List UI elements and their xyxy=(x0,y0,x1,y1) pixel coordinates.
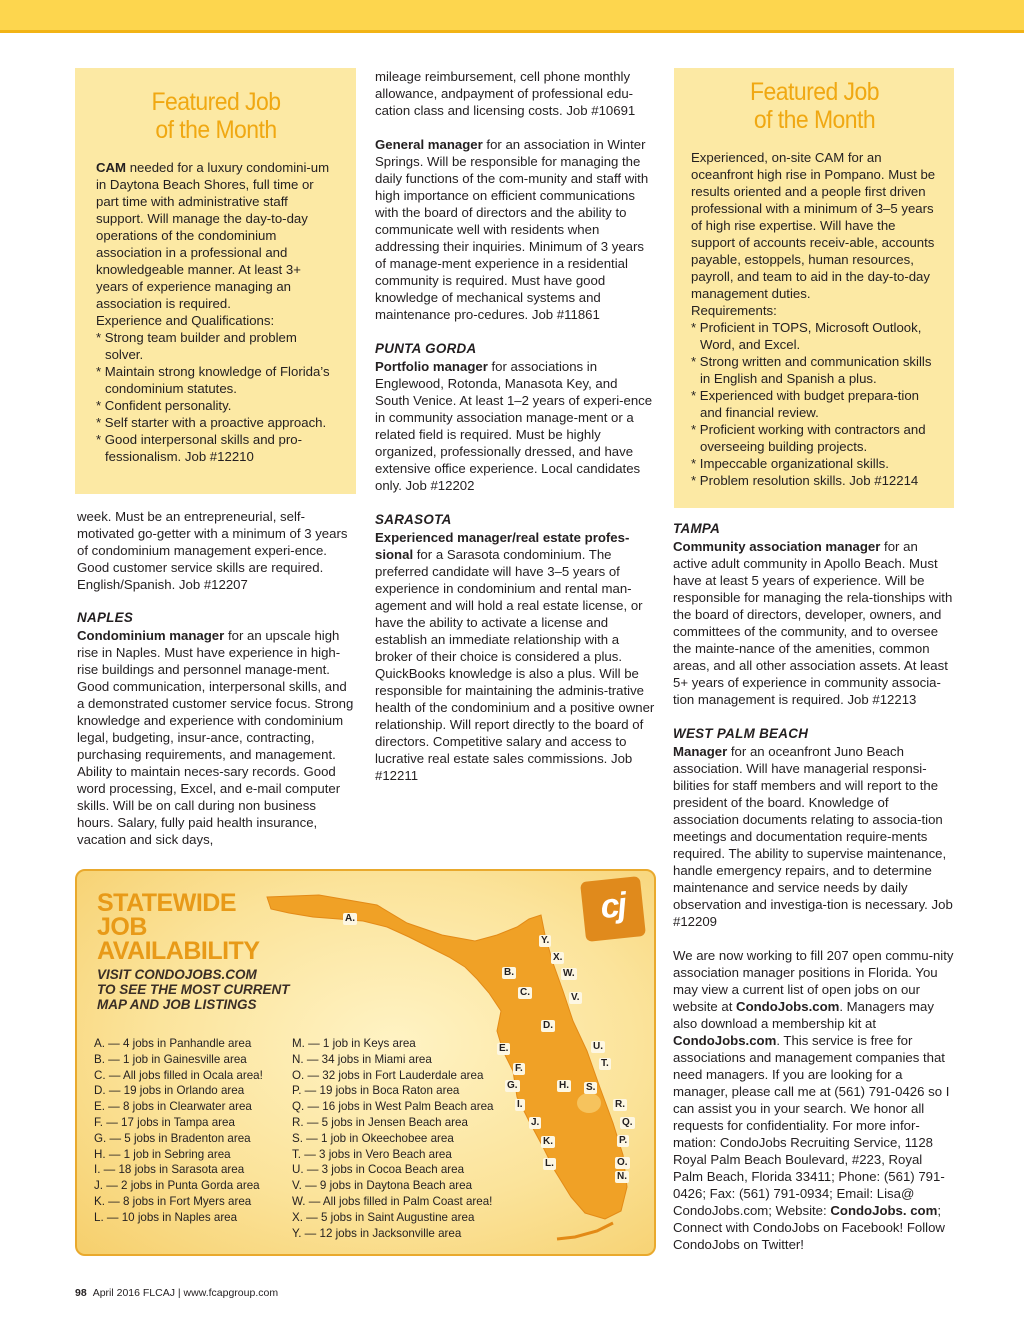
job-listing-west-palm-beach: Manager for an oceanfront Juno Beach association. Will have managerial responsi-bilities for staff members and will report to the president of the board. Knowledge of association documents relating to associa-tion meetings and documentation require-ments required. The ability to supervise maintenance, handle emergency repairs, and to determine maintenance and service needs by daily observation and investiga-tion is necessary. Job #12209 xyxy=(673,744,953,929)
map-title: STATEWIDE JOB AVAILABILITY xyxy=(97,889,260,965)
lake-okeechobee xyxy=(577,1093,601,1113)
footer-text: April 2016 FLCAJ | www.fcapgroup.com xyxy=(92,1287,279,1299)
map-label-c: C. xyxy=(520,987,530,998)
column-left xyxy=(77,508,355,848)
legend-item: F. — 17 jobs in Tampa area xyxy=(94,1115,235,1129)
featured-job-right xyxy=(674,68,954,508)
legend-item: B. — 1 job in Gainesville area xyxy=(94,1052,247,1066)
map-label-g: G. xyxy=(507,1080,518,1091)
map-label-e: E. xyxy=(499,1043,509,1054)
bullet-item: * Strong team builder and problem solver. xyxy=(96,330,297,362)
bullet-item: * Problem resolution skills. Job #12214 xyxy=(691,473,919,488)
bullet-item: * Proficient in TOPS, Microsoft Outlook, Word, and Excel. xyxy=(691,320,922,352)
legend-item: G. — 5 jobs in Bradenton area xyxy=(94,1131,251,1145)
legend-item: U. — 3 jobs in Cocoa Beach area xyxy=(292,1163,465,1177)
legend-item: X. — 5 jobs in Saint Augustine area xyxy=(292,1210,475,1224)
closing-paragraph: We are now working to fill 207 open commu-nity association manager positions in Florida. You may view a current list of open jobs on our website at CondoJobs.com. Managers may also download a membership kit at CondoJobs.com. This service is free for associations and management companies that need managers. If you are looking for a manager, please call me at (561) 791-0426 so I can assist you in your search. We honor all requests for confidentiality. For more infor-mation: CondoJobs Recruiting Service, 1128 Royal Palm Beach Boulevard, #223, Royal Palm Beach, Florida 33411; Phone: (561) 791-0426; Fax: (561) 791-0934; Email: Lisa@ CondoJobs.com; Website: CondoJobs. com; Connect with CondoJobs on Facebook! Follow CondoJobs on Twitter! xyxy=(673,948,954,1252)
legend-item: I. — 18 jobs in Sarasota area xyxy=(94,1163,245,1177)
legend-item: R. — 5 jobs in Jensen Beach area xyxy=(292,1115,468,1129)
legend-item: L. — 10 jobs in Naples area xyxy=(94,1210,238,1224)
city-heading-naples: NAPLES xyxy=(77,610,134,625)
city-heading-sarasota: SARASOTA xyxy=(375,512,452,527)
featured-title-left: Featured Job of the Month xyxy=(151,88,281,144)
map-label-w: W. xyxy=(563,968,575,979)
column-right xyxy=(673,520,955,1253)
map-label-k: K. xyxy=(543,1136,553,1147)
legend-item: P. — 19 jobs in Boca Raton area xyxy=(292,1084,460,1098)
map-label-h: H. xyxy=(559,1080,569,1091)
city-heading-punta-gorda: PUNTA GORDA xyxy=(375,341,477,356)
featured-body-right: Experienced, on-site CAM for an oceanfront high rise in Pompano. Must be results oriented and a people first driven professional with a minimum of 3–5 years of high rise expertise. Will have the support of accounts receiv-able, accounts payable, estoppels, human resources, payroll, and team to aid in the day-to-day management duties. Requirements: * Proficient in TOPS, Microsoft Outlook, Word, and Excel. * Strong written and communication skills in English and Spanish a plus. * Experienced with budget prepara-tion and financial review. * Proficient working with contractors and overseeing building projects. * Impeccable organizational skills. * Problem resolution skills. Job #12214 xyxy=(691,149,938,489)
featured-title-right: Featured Job of the Month xyxy=(750,78,879,134)
job-listing-winter-springs: General manager for an association in Winter Springs. Will be responsible for managing the daily functions of the com-munity and staff with high importance on efficient communications with the board of directors and the ability to communicate well with residents when addressing their inquiries. Minimum of 3 years of manage-ment experience in a residential community is required. Must have good knowledge of mechanical systems and maintenance pro-cedures. Job #11861 xyxy=(375,137,649,322)
map-label-s: S. xyxy=(586,1082,596,1093)
legend-item: C. — All jobs filled in Ocala area! xyxy=(94,1068,263,1082)
legend-item: D. — 19 jobs in Orlando area xyxy=(94,1084,245,1098)
page-footer xyxy=(75,1287,278,1299)
legend-item: Y. — 12 jobs in Jacksonville area xyxy=(292,1226,462,1240)
top-banner xyxy=(0,0,1024,30)
map-label-q: Q. xyxy=(622,1117,633,1128)
map-label-b: B. xyxy=(504,967,514,978)
bullet-item: * Maintain strong knowledge of Florida’s condominium statutes. xyxy=(96,364,330,396)
legend-item: A. — 4 jobs in Panhandle area xyxy=(94,1037,252,1050)
map-label-j: J. xyxy=(531,1117,540,1128)
legend-item: M. — 1 job in Keys area xyxy=(292,1037,416,1050)
bullet-item: * Good interpersonal skills and pro-fessionalism. Job #12210 xyxy=(96,432,302,464)
map-subtitle: VISIT CONDOJOBS.COM TO SEE THE MOST CURRENT MAP AND JOB LISTINGS xyxy=(97,967,290,1012)
bullet-item: * Impeccable organizational skills. xyxy=(691,456,889,471)
job-listing-tampa: Community association manager for an active adult community in Apollo Beach. Must have at least 5 years of experience. Will be responsible for managing the rela-tionships with the board of directors, developer, owners, and committees of the community, and to oversee the mainte-nance of the amenities, common areas, and all other association assets. At least 5+ years of experience in community associa-tion management is required. Job #12213 xyxy=(673,539,953,707)
legend-item: V. — 9 jobs in Daytona Beach area xyxy=(292,1179,473,1193)
bullet-item: * Experienced with budget prepara-tion and financial review. xyxy=(691,388,919,420)
top-banner-rule xyxy=(0,30,1024,33)
job-listing-sarasota: Experienced manager/real estate profes-sional for a Sarasota condominium. The preferred candidate will have 3–5 years of experience in condominium and rental man-agement and will hold a real estate license, or have the ability to activate a license and establish an immediate relationship with a broker of their choice is considered a plus. QuickBooks knowledge is also a plus. Will be responsible for maintaining the adminis-trative health of the condominium and a positive owner relationship. Will report directly to the board of directors. Competitive salary and access to lucrative real estate sales commissions. Job #12211 xyxy=(375,530,655,783)
featured-body-left: CAM needed for a luxury condomini-um in Daytona Beach Shores, full time or part time with administrative staff support. Will manage the day-to-day operations of the condominium association in a professional and knowledgeable manner. At least 3+ years of experience managing an association is required. Experience and Qualifications: * Strong team builder and problem solver. * Maintain strong knowledge of Florida’s condominium statutes. * Confident personality. * Self starter with a proactive approach. * Good interpersonal skills and pro-fessionalism. Job #12210 xyxy=(96,159,336,465)
city-heading-tampa: TAMPA xyxy=(673,521,721,536)
condojobs-link[interactable]: CondoJobs. com xyxy=(830,1203,938,1218)
legend-item: T. — 3 jobs in Vero Beach area xyxy=(292,1147,452,1161)
featured-job-left xyxy=(75,68,356,494)
map-label-r: R. xyxy=(615,1099,625,1110)
bullet-item: * Proficient working with contractors and overseeing building projects. xyxy=(691,422,926,454)
condojobs-logo: cj xyxy=(580,876,646,942)
legend-item: J. — 2 jobs in Punta Gorda area xyxy=(94,1179,260,1193)
map-label-p: P. xyxy=(619,1135,628,1146)
map-label-a: A. xyxy=(345,913,355,924)
legend-item: E. — 8 jobs in Clearwater area xyxy=(94,1100,252,1114)
map-label-x: X. xyxy=(553,952,563,963)
job-listing-continued: mileage reimbursement, cell phone monthly allowance, andpayment of professional edu-cation class and licensing costs. Job #10691 xyxy=(375,69,636,118)
map-label-f: F. xyxy=(515,1063,523,1074)
bullet-item: * Strong written and communication skills in English and Spanish a plus. xyxy=(691,354,932,386)
map-label-v: V. xyxy=(571,992,580,1003)
city-heading-west-palm-beach: WEST PALM BEACH xyxy=(673,726,809,741)
bullet-item: * Self starter with a proactive approach. xyxy=(96,415,327,430)
map-label-u: U. xyxy=(593,1041,603,1052)
condojobs-link[interactable]: CondoJobs.com xyxy=(673,1033,777,1048)
map-label-l: L. xyxy=(545,1158,554,1169)
job-listing-naples: Condominium manager for an upscale high rise in Naples. Must have experience in high-rise buildings and personnel manage-ment. Good communication, interpersonal skills, and a demonstrated customer service focus. Strong knowledge and experience with condominium legal, budgeting, insur-ance, contracting, purchasing requirements, and management. Ability to maintain neces-sary records. Good word processing, Excel, and e-mail computer skills. Will be on call during non business hours. Salary, fully paid health insurance, vacation and sick days, xyxy=(77,628,354,847)
map-label-n: N. xyxy=(617,1171,627,1182)
map-legend-right xyxy=(292,1036,493,1241)
legend-item: Q. — 16 jobs in West Palm Beach area xyxy=(292,1100,494,1114)
legend-item: N. — 34 jobs in Miami area xyxy=(292,1052,432,1066)
page-number: 98 xyxy=(75,1287,87,1299)
map-label-y: Y. xyxy=(541,935,550,946)
legend-item: K. — 8 jobs in Fort Myers area xyxy=(94,1194,252,1208)
map-label-d: D. xyxy=(543,1020,553,1031)
condojobs-link[interactable]: CondoJobs.com xyxy=(736,999,840,1014)
statewide-job-map xyxy=(75,869,656,1256)
map-legend-left xyxy=(94,1036,263,1226)
column-middle xyxy=(375,68,655,784)
legend-item: O. — 32 jobs in Fort Lauderdale area xyxy=(292,1068,484,1082)
bullet-item: * Confident personality. xyxy=(96,398,232,413)
map-label-o: O. xyxy=(617,1157,628,1168)
legend-item: S. — 1 job in Okeechobee area xyxy=(292,1131,454,1145)
map-label-t: T. xyxy=(601,1058,609,1069)
map-label-i: I. xyxy=(517,1099,523,1110)
job-listing-punta-gorda: Portfolio manager for associations in Englewood, Rotonda, Manasota Key, and South Venice. At least 1–2 years of experi-ence in community association manage-ment or a related field is required. Must be highly organized, professionally dressed, and have extensive office experience. Local candidates only. Job #12202 xyxy=(375,359,653,493)
florida-keys xyxy=(557,1223,613,1239)
job-listing-continued: week. Must be an entrepreneurial, self-motivated go-getter with a minimum of 3 years of condominium management experi-ence. Good customer service skills are required. English/Spanish. Job #12207 xyxy=(77,509,348,592)
legend-item: W. — All jobs filled in Palm Coast area! xyxy=(292,1194,493,1208)
legend-item: H. — 1 job in Sebring area xyxy=(94,1147,231,1161)
